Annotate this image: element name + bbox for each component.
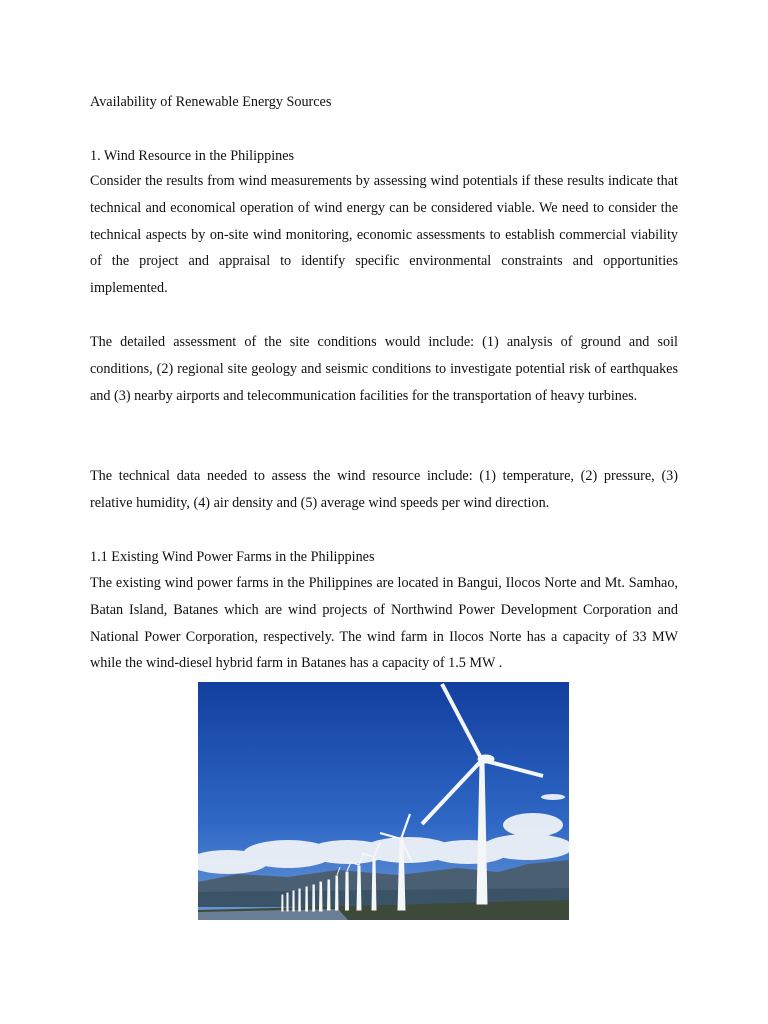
section-heading-wind-farms: 1.1 Existing Wind Power Farms in the Philippines xyxy=(90,549,375,565)
document-title: Availability of Renewable Energy Sources xyxy=(90,94,332,110)
paragraph-existing-farms: The existing wind power farms in the Philippines are located in Bangui, Ilocos Norte and Mt. Samhao, Batan Island, Batanes which are wind projects of Northwind Power Development Corporation and National Power Corporation, respectively. The wind farm in Ilocos Norte has a capacity of 33 MW while the wind-diesel hybrid farm in Batanes has a capacity of 1.5 MW . xyxy=(90,575,678,672)
wind-farm-photo xyxy=(198,682,569,920)
paragraph-technical-data: The technical data needed to assess the wind resource include: (1) temperature, (2) pressure, (3) relative humidity, (4) air density and (5) average wind speeds per wind direction. xyxy=(90,468,678,511)
paragraph-wind-measurements: Consider the results from wind measurements by assessing wind potentials if these results indicate that technical and economical operation of wind energy can be considered viable. We need to consider the technical aspects by on-site wind monitoring, economic assessments to establish commercial viability of the project and appraisal to identify specific environmental constraints and opportunities implemented. xyxy=(90,173,678,297)
paragraph-site-assessment: The detailed assessment of the site conditions would include: (1) analysis of ground and soil conditions, (2) regional site geology and seismic conditions to investigate potential risk of earthquakes and (3) nearby airports and telecommunication facilities for the transportation of heavy turbines. xyxy=(90,334,678,404)
section-heading-wind-resource: 1. Wind Resource in the Philippines xyxy=(90,148,295,164)
